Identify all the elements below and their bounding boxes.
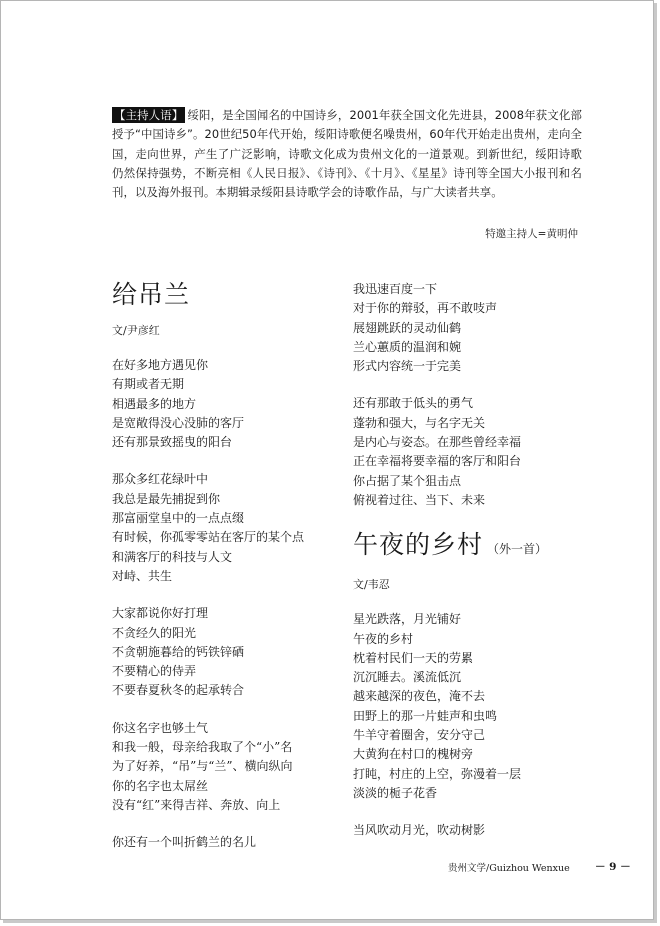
- poem-line: 还有那敢于低头的勇气: [353, 396, 474, 411]
- poem-line: 不贪经久的阳光: [112, 625, 197, 640]
- poem-line: 对于你的辩驳，再不敢吱声: [353, 301, 498, 316]
- stanza: [353, 821, 583, 840]
- poem-line: 为了好养，“吊”与“兰”、横向纵向: [112, 759, 293, 774]
- poem-line: 不要精心的侍弄: [112, 664, 197, 679]
- poem-line: 是宽敞得没心没肺的客厅: [112, 415, 245, 430]
- poem-title: 给吊兰: [112, 280, 191, 309]
- poem-line: 枕着村民们一天的劳累: [353, 650, 474, 665]
- poem-line: 没有“红”来得吉祥、奔放、向上: [112, 797, 281, 812]
- poem-line: 淡淡的栀子花香: [353, 785, 438, 800]
- stanza: [353, 610, 583, 803]
- poem-line: 那富丽堂皇中的一点点缀: [112, 511, 245, 526]
- poem-line: 正在幸福将要幸福的客厅和阳台: [353, 454, 522, 469]
- poem-line: 不要春夏秋冬的起承转合: [112, 683, 245, 698]
- poem-title: [353, 530, 583, 564]
- poem-line: 我迅速百度一下: [353, 282, 438, 296]
- poem-line: 兰心蕙质的温润和婉: [353, 339, 462, 354]
- left-column: [112, 280, 342, 871]
- poem-subtitle: （外一首）: [487, 542, 548, 557]
- poem-title-text: 午夜的乡村: [353, 530, 484, 560]
- poem-line: 我总是最先捕捉到你: [112, 491, 221, 506]
- poem-line: 有时候，你孤零零站在客厅的某个点: [112, 530, 305, 545]
- poem-line: 星光跌落，月光铺好: [353, 612, 462, 627]
- poem-body: [353, 610, 583, 840]
- journal-footer: 贵州文学/Guizhou Wenxue: [448, 863, 570, 874]
- stanza: [353, 394, 583, 510]
- poem-line: 午夜的乡村: [353, 631, 414, 646]
- poem-line: 和我一般，母亲给我取了个“小”名: [112, 740, 293, 755]
- poem-body-continued: [353, 280, 583, 510]
- poem-line: 形式内容统一于完美: [353, 359, 462, 374]
- poem-line: 打盹，村庄的上空，弥漫着一层: [353, 766, 522, 781]
- poem-line: 蓬勃和强大，与名字无关: [353, 415, 486, 430]
- poem-line: 相遇最多的地方: [112, 396, 197, 411]
- poem-line: 牛羊守着圈舍，安分守己: [353, 728, 486, 743]
- poem-line: 还有那景致摇曳的阳台: [112, 435, 233, 450]
- guest-host: 特邀主持人=黄明仲: [485, 228, 578, 240]
- stanza: [112, 833, 342, 852]
- poem-body: [112, 356, 342, 853]
- poem-line: 你占据了某个狙击点: [353, 473, 462, 488]
- poem-line: 展翅跳跃的灵动仙鹤: [353, 320, 462, 335]
- poem-line: 当风吹动月光，吹动树影: [353, 823, 486, 838]
- poem-author: 文/尹彦红: [112, 324, 160, 337]
- stanza: [112, 719, 342, 815]
- poem-line: 那众多红花绿叶中: [112, 472, 209, 487]
- stanza: [112, 470, 342, 586]
- page-number: － 9 －: [595, 861, 631, 873]
- host-intro-text: 绥阳，是全国闻名的中国诗乡，2001年获全国文化先进县，2008年获文化部授予“中国诗乡”。20世纪50年代开始，绥阳诗歌便名噪贵州，60年代开始走出贵州，走向全国，走向世界，产生了广泛影响，诗歌文化成为贵州文化的一道景观。到新世纪，绥阳诗歌仍然保持强势，不断亮相《人民日报》、《诗刊》、《十月》、《星星》诗刊等全国大小报刊和名刊，以及海外报刊。本期辑录绥阳县诗歌学会的诗歌作品，与广大读者共享。: [112, 108, 582, 200]
- poem-author: 文/韦忍: [353, 578, 390, 592]
- poem-line: 沉沉睡去。溪流低沉: [353, 670, 462, 685]
- right-column: [353, 280, 583, 859]
- stanza: [112, 604, 342, 700]
- poem-line: 你这名字也够土气: [112, 720, 209, 735]
- poem-line: 你的名字也太屌丝: [112, 778, 209, 793]
- stanza: [112, 356, 342, 452]
- poem-line: 对峙、共生: [112, 568, 173, 583]
- host-intro: [112, 106, 582, 202]
- poem-line: 俯视着过往、当下、未来: [353, 492, 486, 507]
- poem-line: 不贪朝施暮给的钙铁锌硒: [112, 644, 245, 659]
- poem-line: 有期或者无期: [112, 377, 185, 392]
- poem-line: 田野上的那一片蛙声和虫鸣: [353, 708, 498, 723]
- poem-line: 大家都说你好打理: [112, 606, 209, 621]
- poem-line: 是内心与姿态。在那些曾经幸福: [353, 435, 522, 450]
- host-tag: 【主持人语】: [114, 108, 184, 122]
- stanza: [353, 280, 583, 376]
- poem-line: 在好多地方遇见你: [112, 358, 209, 372]
- poem-line: 和满客厅的科技与人文: [112, 549, 233, 564]
- poem-line: 大黄狗在村口的槐树旁: [353, 747, 474, 762]
- poem-line: 越来越深的夜色，淹不去: [353, 689, 486, 704]
- poem-line: 你还有一个叫折鹤兰的名儿: [112, 835, 257, 850]
